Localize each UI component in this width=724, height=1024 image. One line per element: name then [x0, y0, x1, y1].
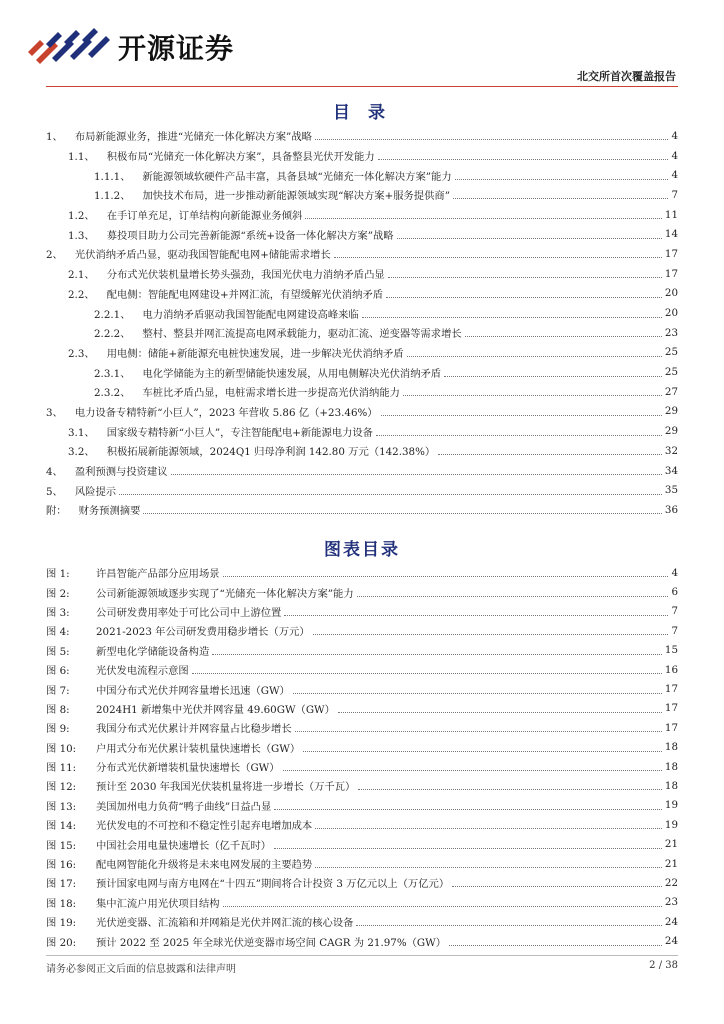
figure-entry-number: 图 17:	[46, 878, 77, 891]
figure-entry[interactable]	[46, 912, 678, 931]
dot-leader	[452, 886, 662, 887]
toc-entry-number: 1.2、	[68, 210, 95, 223]
dot-leader	[315, 828, 662, 829]
figure-entry[interactable]	[46, 602, 678, 621]
toc-entry[interactable]	[46, 185, 678, 205]
dot-leader	[303, 751, 662, 752]
figure-entry-page: 24	[664, 915, 678, 928]
page-header	[0, 0, 724, 90]
figure-entry-page: 19	[664, 818, 678, 831]
toc-entry-text: 配电侧：智能配电网建设+并网汇流，有望缓解光伏消纳矛盾	[106, 288, 384, 301]
document-type: 北交所首次覆盖报告	[577, 70, 676, 83]
toc-entry[interactable]	[46, 284, 678, 304]
figure-entry[interactable]	[46, 582, 678, 601]
figure-entry-number: 图 14:	[46, 820, 77, 833]
toc-entry-number: 2.3.2、	[94, 387, 131, 400]
figure-entry-text: 公司研发费用率处于可比公司中上游位置	[96, 606, 282, 619]
figure-entry-number: 图 2:	[46, 587, 70, 600]
toc-entry-page: 32	[664, 444, 678, 457]
toc-entry[interactable]	[46, 165, 678, 185]
toc-entry[interactable]	[46, 303, 678, 323]
figure-entry-page: 18	[664, 760, 678, 773]
figure-entry-page: 24	[664, 935, 678, 948]
toc-entry-page: 14	[664, 228, 678, 241]
toc-entry[interactable]	[46, 441, 678, 461]
figure-entry-text: 光伏发电的不可控和不稳定性引起弃电增加成本	[96, 820, 313, 833]
toc-entry[interactable]	[46, 421, 678, 441]
toc-entry-number: 1.3、	[68, 229, 95, 242]
toc-entry[interactable]	[46, 244, 678, 264]
toc-entry-page: 29	[664, 425, 678, 438]
figure-entry-text: 美国加州电力负荷“鸭子曲线”日益凸显	[96, 800, 272, 813]
toc-entry-page: 20	[664, 287, 678, 300]
footer-divider	[46, 955, 678, 956]
figure-entry-text: 2021-2023 年公司研发费用稳步增长（万元）	[96, 626, 310, 639]
toc-entry-text: 在手订单充足，订单结构向新能源业务倾斜	[106, 210, 303, 223]
figure-entry[interactable]	[46, 815, 678, 834]
figure-entry-number: 图 5:	[46, 645, 70, 658]
toc-entry-page: 34	[664, 464, 678, 477]
figure-entry[interactable]	[46, 776, 678, 795]
figure-entry-text: 中国分布式光伏并网容量增长迅速（GW）	[96, 684, 290, 697]
figure-entry-number: 图 19:	[46, 917, 77, 930]
toc-entry-page: 20	[664, 307, 678, 320]
figure-entry-number: 图 15:	[46, 839, 77, 852]
toc-entry-page: 11	[664, 208, 678, 221]
toc-entry[interactable]	[46, 402, 678, 422]
figure-entry-page: 4	[671, 566, 678, 579]
toc-entry-text: 风险提示	[74, 485, 117, 498]
figure-entry[interactable]	[46, 834, 678, 853]
toc-entry-text: 整村、整县并网汇流提高电网承载能力，驱动汇流、逆变器等需求增长	[142, 328, 462, 341]
figure-entry-page: 19	[664, 799, 678, 812]
page-number: 2 / 38	[649, 960, 678, 971]
dot-leader	[283, 770, 662, 771]
dot-leader	[274, 809, 662, 810]
toc-entry-number: 2.2、	[68, 288, 95, 301]
toc-entry-page: 35	[664, 484, 678, 497]
figure-entry-text: 光伏发电流程示意图	[96, 665, 189, 678]
figure-entry-text: 预计至 2030 年我国光伏装机量将进一步增长（万千瓦）	[96, 781, 356, 794]
dot-leader	[465, 336, 662, 337]
toc-entry-page: 4	[671, 149, 678, 162]
footer-disclaimer: 请务必参阅正文后面的信息披露和法律声明	[46, 964, 236, 975]
figure-entry-number: 图 18:	[46, 897, 77, 910]
dot-leader	[171, 474, 662, 475]
toc-title: 目 录	[333, 103, 391, 123]
toc-entry[interactable]	[46, 343, 678, 363]
toc-entry-text: 分布式光伏装机量增长势头强劲，我国光伏电力消纳矛盾凸显	[106, 269, 385, 282]
toc-entry-number: 2.3、	[68, 347, 95, 360]
toc-entry-page: 7	[671, 188, 678, 201]
toc-entry-number: 1.1.1、	[94, 170, 131, 183]
toc-entry-text: 电化学储能为主的新型储能快速发展，从用电侧解决光伏消纳矛盾	[142, 367, 442, 380]
dot-leader	[388, 277, 662, 278]
toc-entry-page: 27	[664, 385, 678, 398]
toc-entry-number: 2.3.1、	[94, 367, 131, 380]
toc-entry[interactable]	[46, 323, 678, 343]
figure-entry[interactable]	[46, 699, 678, 718]
toc-entry-number: 3.2、	[68, 446, 95, 459]
toc-entry-number: 2、	[46, 249, 63, 262]
figure-entry-text: 许昌智能产品部分应用场景	[96, 568, 220, 581]
figure-entry[interactable]	[46, 757, 678, 776]
figure-entry-number: 图 4:	[46, 626, 70, 639]
toc-entry-text: 电力消纳矛盾驱动我国智能配电网建设高峰来临	[142, 308, 359, 321]
brand-name: 开源证券	[118, 32, 235, 65]
figure-entry[interactable]	[46, 796, 678, 815]
toc-entry[interactable]	[46, 480, 678, 500]
toc-entry-page: 4	[671, 129, 678, 142]
figure-entry[interactable]	[46, 738, 678, 757]
figure-entry[interactable]	[46, 893, 678, 912]
toc-entry[interactable]	[46, 224, 678, 244]
figure-entry-number: 图 10:	[46, 742, 77, 755]
toc-entry-page: 4	[671, 169, 678, 182]
figure-entry-page: 17	[664, 721, 678, 734]
figure-entry-number: 图 1:	[46, 568, 70, 581]
figure-entry-number: 图 12:	[46, 781, 77, 794]
toc-entry-number: 1、	[46, 131, 63, 144]
toc-entry-page: 29	[664, 405, 678, 418]
figure-entry[interactable]	[46, 679, 678, 698]
toc-entry-text: 光伏消纳矛盾凸显，驱动我国智能配电网+储能需求增长	[74, 249, 331, 262]
toc-entry-text: 布局新能源业务，推进“光储充一体化解决方案”战略	[74, 131, 312, 144]
dot-leader	[315, 867, 662, 868]
toc-list	[46, 126, 678, 520]
figure-entry-page: 22	[664, 876, 678, 889]
figure-entry-text: 中国社会用电量快速增长（亿千瓦时）	[96, 839, 272, 852]
figure-entry-text: 光伏逆变器、汇流箱和并网箱是光伏并网汇流的核心设备	[96, 917, 354, 930]
dot-leader	[381, 415, 662, 416]
toc-entry-page: 25	[664, 346, 678, 359]
figure-entry-number: 图 7:	[46, 684, 70, 697]
figure-entry-page: 21	[664, 838, 678, 851]
dot-leader	[403, 395, 662, 396]
dot-leader	[192, 673, 662, 674]
toc-entry-number: 2.2.1、	[94, 308, 131, 321]
figure-entry-page: 7	[671, 605, 678, 618]
figures-title: 图表目录	[324, 540, 400, 560]
dot-leader	[453, 198, 668, 199]
toc-entry-page: 17	[664, 247, 678, 260]
toc-entry-number: 1.1、	[68, 151, 95, 164]
dot-leader	[334, 257, 662, 258]
figure-entry-text: 新型电化学储能设备构造	[96, 645, 210, 658]
figure-entry[interactable]	[46, 931, 678, 950]
toc-entry-number: 4、	[46, 466, 63, 479]
dot-leader	[274, 848, 662, 849]
dot-leader	[449, 945, 662, 946]
figure-entry-text: 我国分布式光伏累计并网容量占比稳步增长	[96, 723, 292, 736]
toc-entry-text: 募投项目助力公司完善新能源“系统+设备一体化解决方案”战略	[106, 229, 394, 242]
figure-entry-number: 图 13:	[46, 800, 77, 813]
toc-entry-text: 积极拓展新能源领域，2024Q1 归母净利润 142.80 万元（142.38%）	[106, 446, 436, 459]
figure-entry-page: 23	[664, 896, 678, 909]
toc-entry-text: 盈利预测与投资建议	[74, 466, 168, 479]
toc-entry-number: 1.1.2、	[94, 190, 131, 203]
figure-entry-page: 16	[664, 663, 678, 676]
toc-entry[interactable]	[46, 205, 678, 225]
toc-entry-number: 2.1、	[68, 269, 95, 282]
dot-leader	[315, 139, 669, 140]
toc-entry[interactable]	[46, 382, 678, 402]
figure-entry-number: 图 9:	[46, 723, 70, 736]
figure-entry-text: 预计 2022 至 2025 年全球光伏逆变器市场空间 CAGR 为 21.97%（GW）	[96, 936, 447, 949]
dot-leader	[378, 159, 669, 160]
dot-leader	[358, 789, 662, 790]
figure-entry-number: 图 11:	[46, 762, 77, 775]
toc-entry-number: 附：	[46, 505, 67, 518]
dot-leader	[305, 218, 662, 219]
dot-leader	[386, 297, 662, 298]
toc-entry-number: 3.1、	[68, 426, 95, 439]
toc-entry-text: 新能源领域软硬件产品丰富，具备县域“光储充一体化解决方案”能力	[142, 170, 452, 183]
figure-entry-text: 2024H1 新增集中光伏并网容量 49.60GW（GW）	[96, 703, 335, 716]
toc-entry-page: 17	[664, 267, 678, 280]
dot-leader	[119, 494, 662, 495]
dot-leader	[338, 712, 662, 713]
figure-entry-text: 集中汇流户用光伏项目结构	[96, 897, 220, 910]
toc-entry-number: 2.2.2、	[94, 328, 131, 341]
dot-leader	[212, 654, 662, 655]
toc-entry-number: 5、	[46, 485, 63, 498]
figure-entry-page: 6	[671, 586, 678, 599]
dot-leader	[284, 615, 668, 616]
dot-leader	[223, 906, 662, 907]
dot-leader	[362, 317, 662, 318]
figure-entry-page: 18	[664, 779, 678, 792]
toc-entry-text: 积极布局“光储充一体化解决方案”，具备整县光伏开发能力	[106, 151, 375, 164]
toc-entry-text: 用电侧：储能+新能源充电桩快速发展，进一步解决光伏消纳矛盾	[106, 347, 404, 360]
figure-entry-page: 7	[671, 624, 678, 637]
toc-entry-page: 23	[664, 326, 678, 339]
dot-leader	[293, 693, 662, 694]
toc-entry-text: 电力设备专精特新“小巨人”，2023 年营收 5.86 亿（+23.46%）	[74, 406, 378, 419]
dot-leader	[313, 634, 669, 635]
toc-entry[interactable]	[46, 126, 678, 146]
figure-entry-page: 15	[664, 644, 678, 657]
toc-entry[interactable]	[46, 461, 678, 481]
figure-entry-page: 17	[664, 683, 678, 696]
figure-entry-number: 图 16:	[46, 859, 77, 872]
dot-leader	[397, 238, 662, 239]
figure-entry-number: 图 3:	[46, 606, 70, 619]
toc-entry[interactable]	[46, 264, 678, 284]
figure-entry[interactable]	[46, 641, 678, 660]
dot-leader	[444, 376, 662, 377]
figure-entry-page: 17	[664, 702, 678, 715]
dot-leader	[143, 513, 662, 514]
header-divider	[46, 86, 678, 87]
figure-entry-text: 预计国家电网与南方电网在“十四五”期间将合计投资 3 万亿元以上（万亿元）	[96, 878, 450, 891]
figure-list	[46, 563, 678, 951]
figure-entry-text: 配电网智能化升级将是未来电网发展的主要趋势	[96, 859, 313, 872]
figure-entry-text: 分布式光伏新增装机量快速增长（GW）	[96, 762, 280, 775]
figure-entry-number: 图 6:	[46, 665, 70, 678]
dot-leader	[455, 179, 669, 180]
figure-entry[interactable]	[46, 854, 678, 873]
toc-entry-text: 加快技术布局，进一步推动新能源领域实现“解决方案+服务提供商”	[142, 190, 450, 203]
toc-entry[interactable]	[46, 362, 678, 382]
figure-entry-text: 户用式分布光伏累计装机量快速增长（GW）	[96, 742, 301, 755]
toc-entry-text: 车桩比矛盾凸显，电桩需求增长进一步提高光伏消纳能力	[142, 387, 400, 400]
toc-entry[interactable]	[46, 146, 678, 166]
toc-entry[interactable]	[46, 500, 678, 520]
toc-entry-number: 3、	[46, 406, 63, 419]
dot-leader	[357, 596, 669, 597]
figure-entry[interactable]	[46, 563, 678, 582]
toc-entry-text: 国家级专精特新“小巨人”，专注智能配电+新能源电力设备	[106, 426, 373, 439]
figure-entry[interactable]	[46, 660, 678, 679]
figure-entry-number: 图 20:	[46, 936, 77, 949]
figure-entry[interactable]	[46, 718, 678, 737]
figure-entry[interactable]	[46, 621, 678, 640]
dot-leader	[223, 576, 669, 577]
figure-entry-text: 公司新能源领域逐步实现了“光储充一体化解决方案”能力	[96, 587, 354, 600]
dot-leader	[438, 454, 662, 455]
figure-entry-page: 21	[664, 857, 678, 870]
dot-leader	[356, 925, 661, 926]
toc-entry-text: 财务预测摘要	[78, 505, 141, 518]
dot-leader	[407, 356, 662, 357]
figure-entry-page: 18	[664, 741, 678, 754]
dot-leader	[376, 435, 662, 436]
dot-leader	[295, 731, 662, 732]
figure-entry-number: 图 8:	[46, 703, 70, 716]
figure-entry[interactable]	[46, 873, 678, 892]
toc-entry-page: 25	[664, 366, 678, 379]
toc-entry-page: 36	[664, 503, 678, 516]
